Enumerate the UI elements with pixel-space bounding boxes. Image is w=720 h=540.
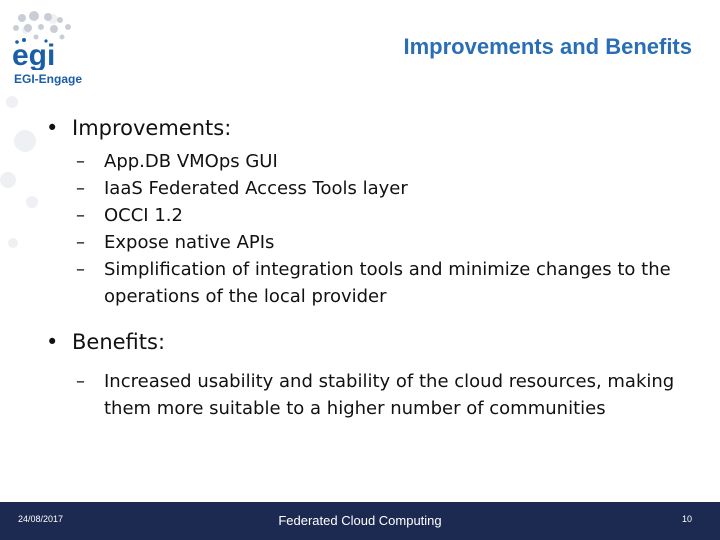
list-item [76, 202, 696, 229]
improvements-list [46, 148, 696, 310]
benefits-label: Benefits: [72, 330, 166, 354]
egi-logo-icon [8, 10, 98, 70]
benefits-list [46, 368, 696, 422]
background-dot [6, 96, 18, 108]
improvements-heading [46, 114, 696, 142]
egi-logo [8, 10, 98, 90]
slide-content [46, 114, 696, 422]
dash-icon: – [76, 178, 85, 199]
list-item [76, 256, 696, 310]
improvements-label: Improvements: [72, 116, 232, 140]
footer-date: 24/08/2017 [18, 514, 64, 524]
background-dot [14, 130, 36, 152]
background-dot [0, 172, 16, 188]
bullet-icon: • [46, 116, 59, 140]
list-item [76, 368, 696, 422]
list-item-text: OCCI 1.2 [104, 205, 183, 226]
logo-text: EGI-Engage [14, 72, 83, 86]
benefits-heading [46, 328, 696, 356]
dash-icon: – [76, 232, 85, 253]
list-item [76, 148, 696, 175]
svg-text:egi: egi [12, 39, 56, 70]
list-item [76, 229, 696, 256]
background-dot [26, 196, 38, 208]
page-number: 10 [681, 514, 692, 524]
list-item-text: Expose native APIs [104, 232, 275, 253]
dash-icon: – [76, 151, 85, 172]
dash-icon: – [76, 371, 85, 392]
list-item-text: App.DB VMOps GUI [104, 151, 278, 172]
background-dot [8, 238, 18, 248]
dash-icon: – [76, 259, 85, 280]
footer-bar [0, 502, 720, 540]
bullet-icon: • [46, 330, 59, 354]
list-item-text: Increased usability and stability of the cloud resources, making them more suitable to a higher number of communities [104, 371, 675, 419]
list-item-text: IaaS Federated Access Tools layer [104, 178, 408, 199]
list-item [76, 175, 696, 202]
list-item-text: Simplification of integration tools and minimize changes to the operations of the local provider [104, 259, 671, 307]
dash-icon: – [76, 205, 85, 226]
slide-title: Improvements and Benefits [403, 34, 692, 59]
footer-title: Federated Cloud Computing [278, 513, 442, 528]
